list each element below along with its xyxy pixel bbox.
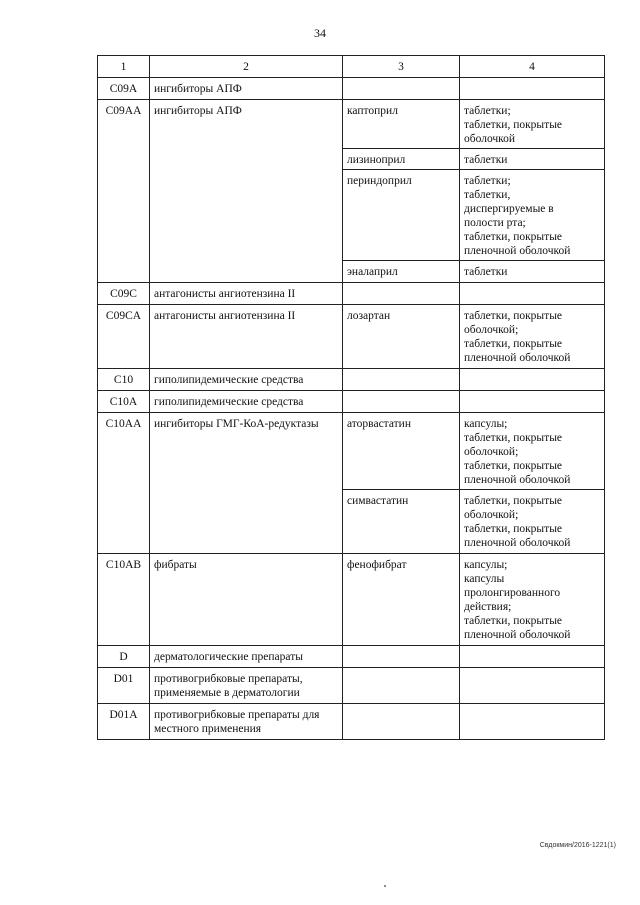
group-name-cell: антагонисты ангиотензина II	[150, 305, 343, 369]
header-cell-2: 2	[150, 56, 343, 78]
group-name-cell: фибраты	[150, 554, 343, 646]
dosage-form-line: пленочной оболочкой	[464, 352, 571, 364]
dosage-form-cell	[460, 369, 605, 391]
dosage-form-line: капсулы;	[464, 559, 508, 571]
drug-name-cell	[343, 78, 460, 100]
dosage-form	[460, 261, 604, 282]
dosage-form-line: таблетки,	[464, 189, 511, 201]
dosage-form-line: действия;	[464, 601, 512, 613]
dosage-form	[460, 554, 604, 645]
drug-name: фенофибрат	[347, 559, 407, 571]
dosage-form-cell	[460, 413, 605, 554]
dosage-form	[460, 100, 604, 149]
dosage-form-cell	[460, 305, 605, 369]
atc-code-cell: C10AB	[98, 554, 150, 646]
dosage-form-line: таблетки, покрытые	[464, 523, 563, 535]
atc-code-cell: D	[98, 646, 150, 668]
dosage-form-line: полости рта;	[464, 217, 526, 229]
atc-code-cell: C10AA	[98, 413, 150, 554]
drug-name-cell	[343, 305, 460, 369]
drug-name-cell	[343, 391, 460, 413]
atc-code-cell: C09CA	[98, 305, 150, 369]
group-name-cell: гиполипидемические средства	[150, 391, 343, 413]
dosage-form-line: оболочкой;	[464, 509, 519, 521]
group-name-cell: противогрибковые препараты для местного применения	[150, 704, 343, 740]
drug-name-cell	[343, 704, 460, 740]
drug-name-cell	[343, 369, 460, 391]
group-name-cell: ингибиторы АПФ	[150, 100, 343, 283]
drug-name: периндоприл	[343, 170, 459, 261]
dosage-form-line: таблетки, покрытые	[464, 119, 563, 131]
table-row	[98, 668, 605, 704]
dosage-form	[460, 490, 604, 553]
dosage-form-cell	[460, 100, 605, 283]
table-row	[98, 78, 605, 100]
dosage-form-line: пленочной оболочкой	[464, 474, 571, 486]
dosage-form-line: таблетки	[464, 266, 508, 278]
atc-code-cell: C09A	[98, 78, 150, 100]
drug-name-cell	[343, 646, 460, 668]
drug-name: каптоприл	[343, 100, 459, 149]
atc-code-cell: D01A	[98, 704, 150, 740]
dosage-form-line: таблетки, покрытые	[464, 432, 563, 444]
drug-name: аторвастатин	[343, 413, 459, 490]
dosage-form-line: таблетки, покрытые	[464, 460, 563, 472]
dosage-form-line: таблетки;	[464, 105, 511, 117]
dosage-form-line: оболочкой;	[464, 446, 519, 458]
atc-code-cell: C09C	[98, 283, 150, 305]
dosage-form-cell	[460, 554, 605, 646]
table-row	[98, 704, 605, 740]
dosage-form-cell	[460, 646, 605, 668]
dosage-form	[460, 170, 604, 261]
header-cell-3: 3	[343, 56, 460, 78]
dosage-form-line: таблетки	[464, 154, 508, 166]
dosage-form-cell	[460, 78, 605, 100]
group-name-cell: противогрибковые препараты, применяемые в дерматологии	[150, 668, 343, 704]
table-body	[98, 78, 605, 740]
table-row	[98, 413, 605, 554]
table-row	[98, 100, 605, 283]
atc-code-cell: C10A	[98, 391, 150, 413]
group-name-cell: гиполипидемические средства	[150, 369, 343, 391]
atc-code-cell: C10	[98, 369, 150, 391]
dosage-form-line: оболочкой	[464, 133, 516, 145]
drug-name: лизиноприл	[343, 149, 459, 170]
dosage-form-line: пленочной оболочкой	[464, 629, 571, 641]
dosage-form-line: капсулы;	[464, 418, 508, 430]
dosage-form-line: таблетки, покрытые	[464, 615, 563, 627]
atc-code-cell: D01	[98, 668, 150, 704]
group-name-cell: ингибиторы АПФ	[150, 78, 343, 100]
dosage-form-cell	[460, 704, 605, 740]
page-mark	[384, 885, 386, 887]
header-row	[98, 56, 605, 78]
dosage-form	[460, 305, 604, 368]
dosage-form	[460, 149, 604, 170]
drug-name: симвастатин	[347, 495, 409, 507]
drug-name-cell	[343, 668, 460, 704]
dosage-form-cell	[460, 668, 605, 704]
dosage-form-line: таблетки;	[464, 175, 511, 187]
table-row	[98, 554, 605, 646]
table-row	[98, 305, 605, 369]
document-footer-code: Свдокмин/2016-1221(1)	[539, 842, 616, 849]
header-cell-4: 4	[460, 56, 605, 78]
dosage-form-line: пленочной оболочкой	[464, 537, 571, 549]
group-name-cell: дерматологические препараты	[150, 646, 343, 668]
drug-name-cell	[343, 100, 460, 283]
group-name-cell: антагонисты ангиотензина II	[150, 283, 343, 305]
dosage-form-cell	[460, 391, 605, 413]
table-row	[98, 283, 605, 305]
drug-name-cell	[343, 283, 460, 305]
dosage-form-line: пролонгированного	[464, 587, 561, 599]
dosage-form-line: оболочкой;	[464, 324, 519, 336]
dosage-form-line: таблетки, покрытые	[464, 231, 563, 243]
dosage-form-line: таблетки, покрытые	[464, 338, 563, 350]
group-name-cell: ингибиторы ГМГ-КоА-редуктазы	[150, 413, 343, 554]
page-number: 34	[314, 26, 326, 40]
dosage-form-line: пленочной оболочкой	[464, 245, 571, 257]
dosage-form-line: диспергируемые в	[464, 203, 554, 215]
atc-code-cell: C09AA	[98, 100, 150, 283]
dosage-form	[460, 413, 604, 490]
dosage-form-cell	[460, 283, 605, 305]
dosage-form-line: таблетки, покрытые	[464, 495, 563, 507]
drug-name: эналаприл	[347, 266, 398, 278]
header-cell-1: 1	[98, 56, 150, 78]
drug-name-cell	[343, 554, 460, 646]
drug-name-cell	[343, 413, 460, 554]
table-row	[98, 646, 605, 668]
dosage-form-line: таблетки, покрытые	[464, 310, 563, 322]
table-row	[98, 391, 605, 413]
table-row	[98, 369, 605, 391]
drug-name: лозартан	[347, 310, 391, 322]
dosage-form-line: капсулы	[464, 573, 505, 585]
medicines-table	[97, 55, 605, 740]
